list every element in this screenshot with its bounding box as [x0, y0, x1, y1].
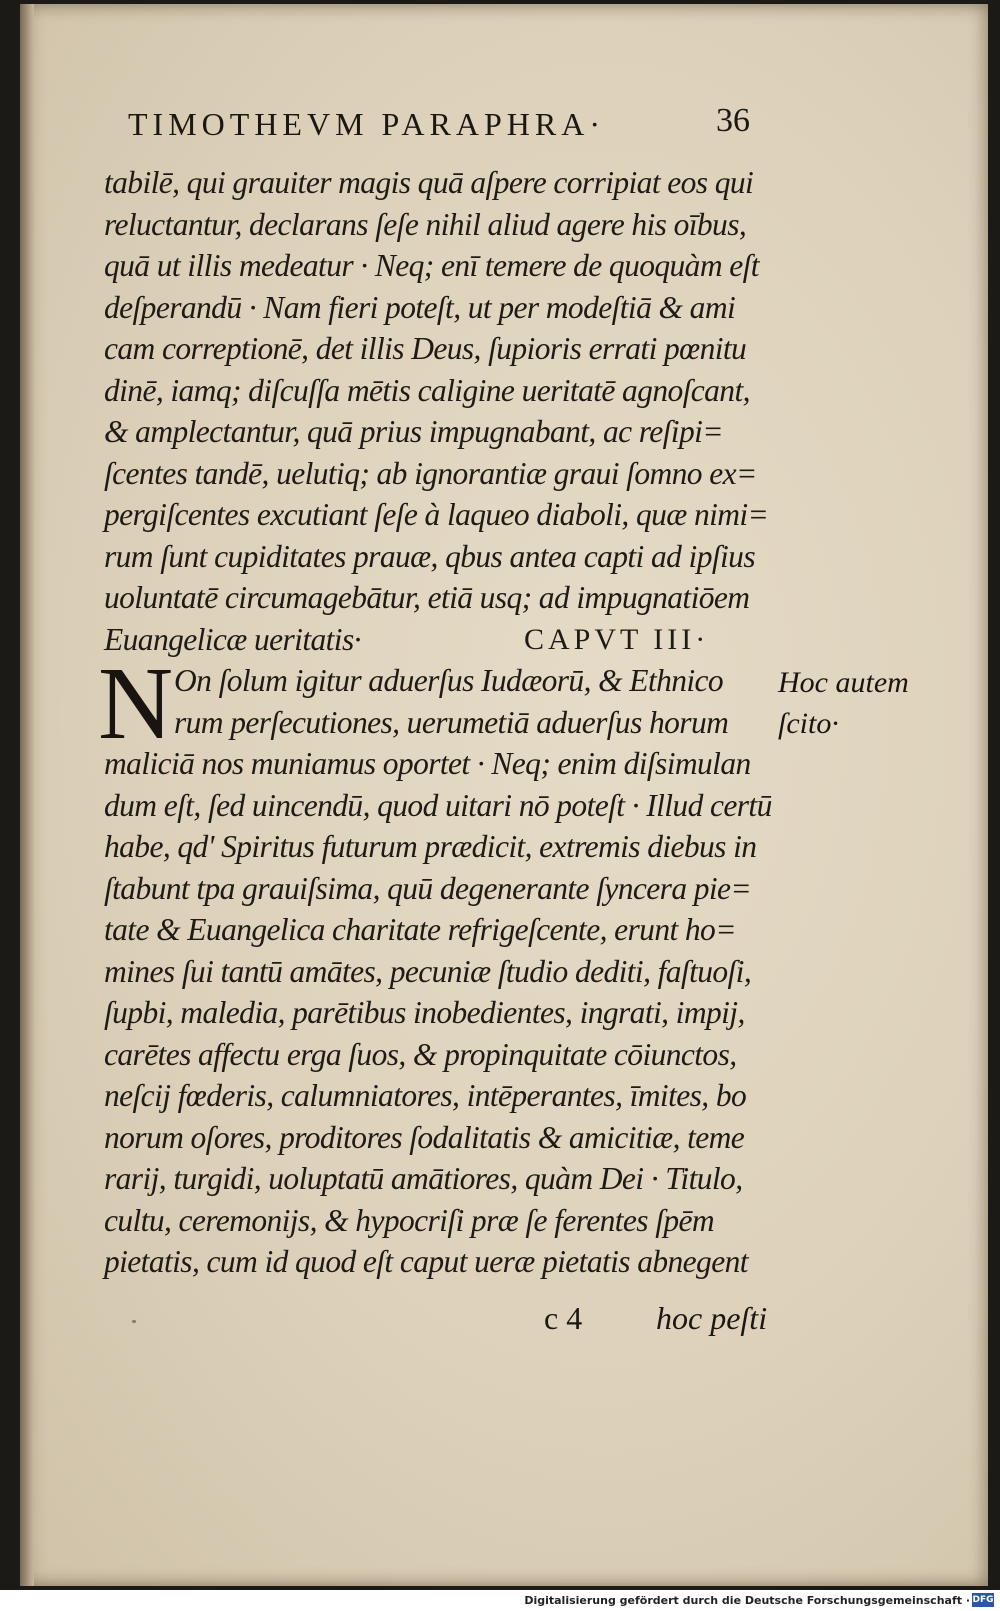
text-line: carētes affectu erga ſuos, & propinquitate cōiunctos, — [104, 1036, 737, 1072]
text-line: deſperandū · Nam fieri poteſt, ut per modeſtiā & ami — [104, 289, 736, 325]
running-title: TIMOTHEVM PARAPHRA· — [128, 106, 605, 142]
text-line: tate & Euangelica charitate refrigeſcente, erunt ho= — [104, 912, 736, 947]
catchword: hoc peſti — [656, 1300, 768, 1336]
text-line: rum ſunt cupiditates prauæ, qbus antea capti ad ipſius — [104, 538, 755, 574]
text-line: dum eſt, ſed uincendū, quod uitari nō poteſt · Illud certū — [104, 787, 772, 823]
text-line: dinē, iamq; diſcuſſa mētis caligine ueritatē agnoſcant, — [104, 372, 750, 408]
chapter-heading: CAPVT III· — [524, 622, 710, 656]
text-line: uoluntatē circumagebātur, etiā usq; ad impugnatiōem — [104, 580, 750, 615]
page-gutter — [20, 4, 34, 1586]
dfg-logo: DFG — [972, 1595, 994, 1605]
text-line: ſupbi, maledia, parētibus inobedientes, ingrati, impij, — [104, 995, 745, 1030]
drop-initial-letter: N — [98, 646, 173, 761]
text-line: pergiſcentes excutiant ſeſe à laqueo diaboli, quæ nimi= — [104, 497, 769, 532]
funding-credit: Digitalisierung gefördert durch die Deutsche Forschungsgemeinschaft · — [524, 1594, 970, 1607]
main-text-block — [98, 162, 772, 1283]
text-line: reluctantur, declarans ſeſe nihil aliud agere his oībus, — [104, 206, 747, 242]
text-line: rarij, turgidi, uoluptatū amātiores, quàm Dei · Titulo, — [104, 1161, 743, 1196]
margin-note — [778, 662, 918, 744]
text-line: maliciā nos muniamus oportet · Neq; enim diſsimulan — [104, 746, 751, 781]
text-line: neſcij fœderis, calumniatores, intēperantes, īmites, bo — [104, 1078, 747, 1113]
signature-mark: c 4 — [544, 1300, 583, 1336]
text-line: habe, qd' Spiritus futurum prædicit, extremis diebus in — [104, 829, 757, 864]
text-line: On ſolum igitur aduerſus Iudæorū, & Ethnico — [174, 663, 724, 698]
chapter-line-text: Euangelicæ ueritatis· — [104, 621, 361, 657]
text-line: rum perſecutiones, uerumetiā aduerſus horum — [174, 704, 729, 740]
margin-note-line: Hoc autem — [778, 666, 909, 699]
text-line: tabilē, qui grauiter magis quā aſpere corripiat eos qui — [104, 165, 754, 200]
text-line: cam correptionē, det illis Deus, ſupioris errati pœnitu — [104, 331, 747, 366]
margin-note-line: ſcito· — [778, 707, 839, 740]
text-line: mines ſui tantū amātes, pecuniæ ſtudio dediti, faſtuoſi, — [104, 953, 752, 989]
text-line: cultu, ceremonijs, & hypocriſi præ ſe ferentes ſpēm — [104, 1202, 715, 1238]
text-line: norum oſores, proditores ſodalitatis & amicitiæ, teme — [104, 1119, 745, 1155]
page-header — [110, 102, 750, 152]
book-page — [20, 4, 988, 1586]
text-line: & amplectantur, quā prius impugnabant, ac reſipi= — [104, 414, 723, 449]
text-line: ſcentes tandē, uelutiq; ab ignorantiæ graui ſomno ex= — [104, 455, 757, 491]
digitization-footer — [0, 1590, 1000, 1611]
folio-number: 36 — [716, 102, 750, 139]
text-line: pietatis, cum id quod eſt caput ueræ pietatis abnegent — [104, 1244, 748, 1279]
drop-initial-paragraph — [98, 646, 764, 761]
chapter-line — [104, 619, 764, 661]
text-line: ſtabunt tpa grauiſsima, quū degenerante ſyncera pie= — [104, 870, 752, 906]
ink-speck — [132, 1320, 136, 1323]
text-line: quā ut illis medeatur · Neq; enī temere de quoquàm eſt — [104, 248, 759, 283]
